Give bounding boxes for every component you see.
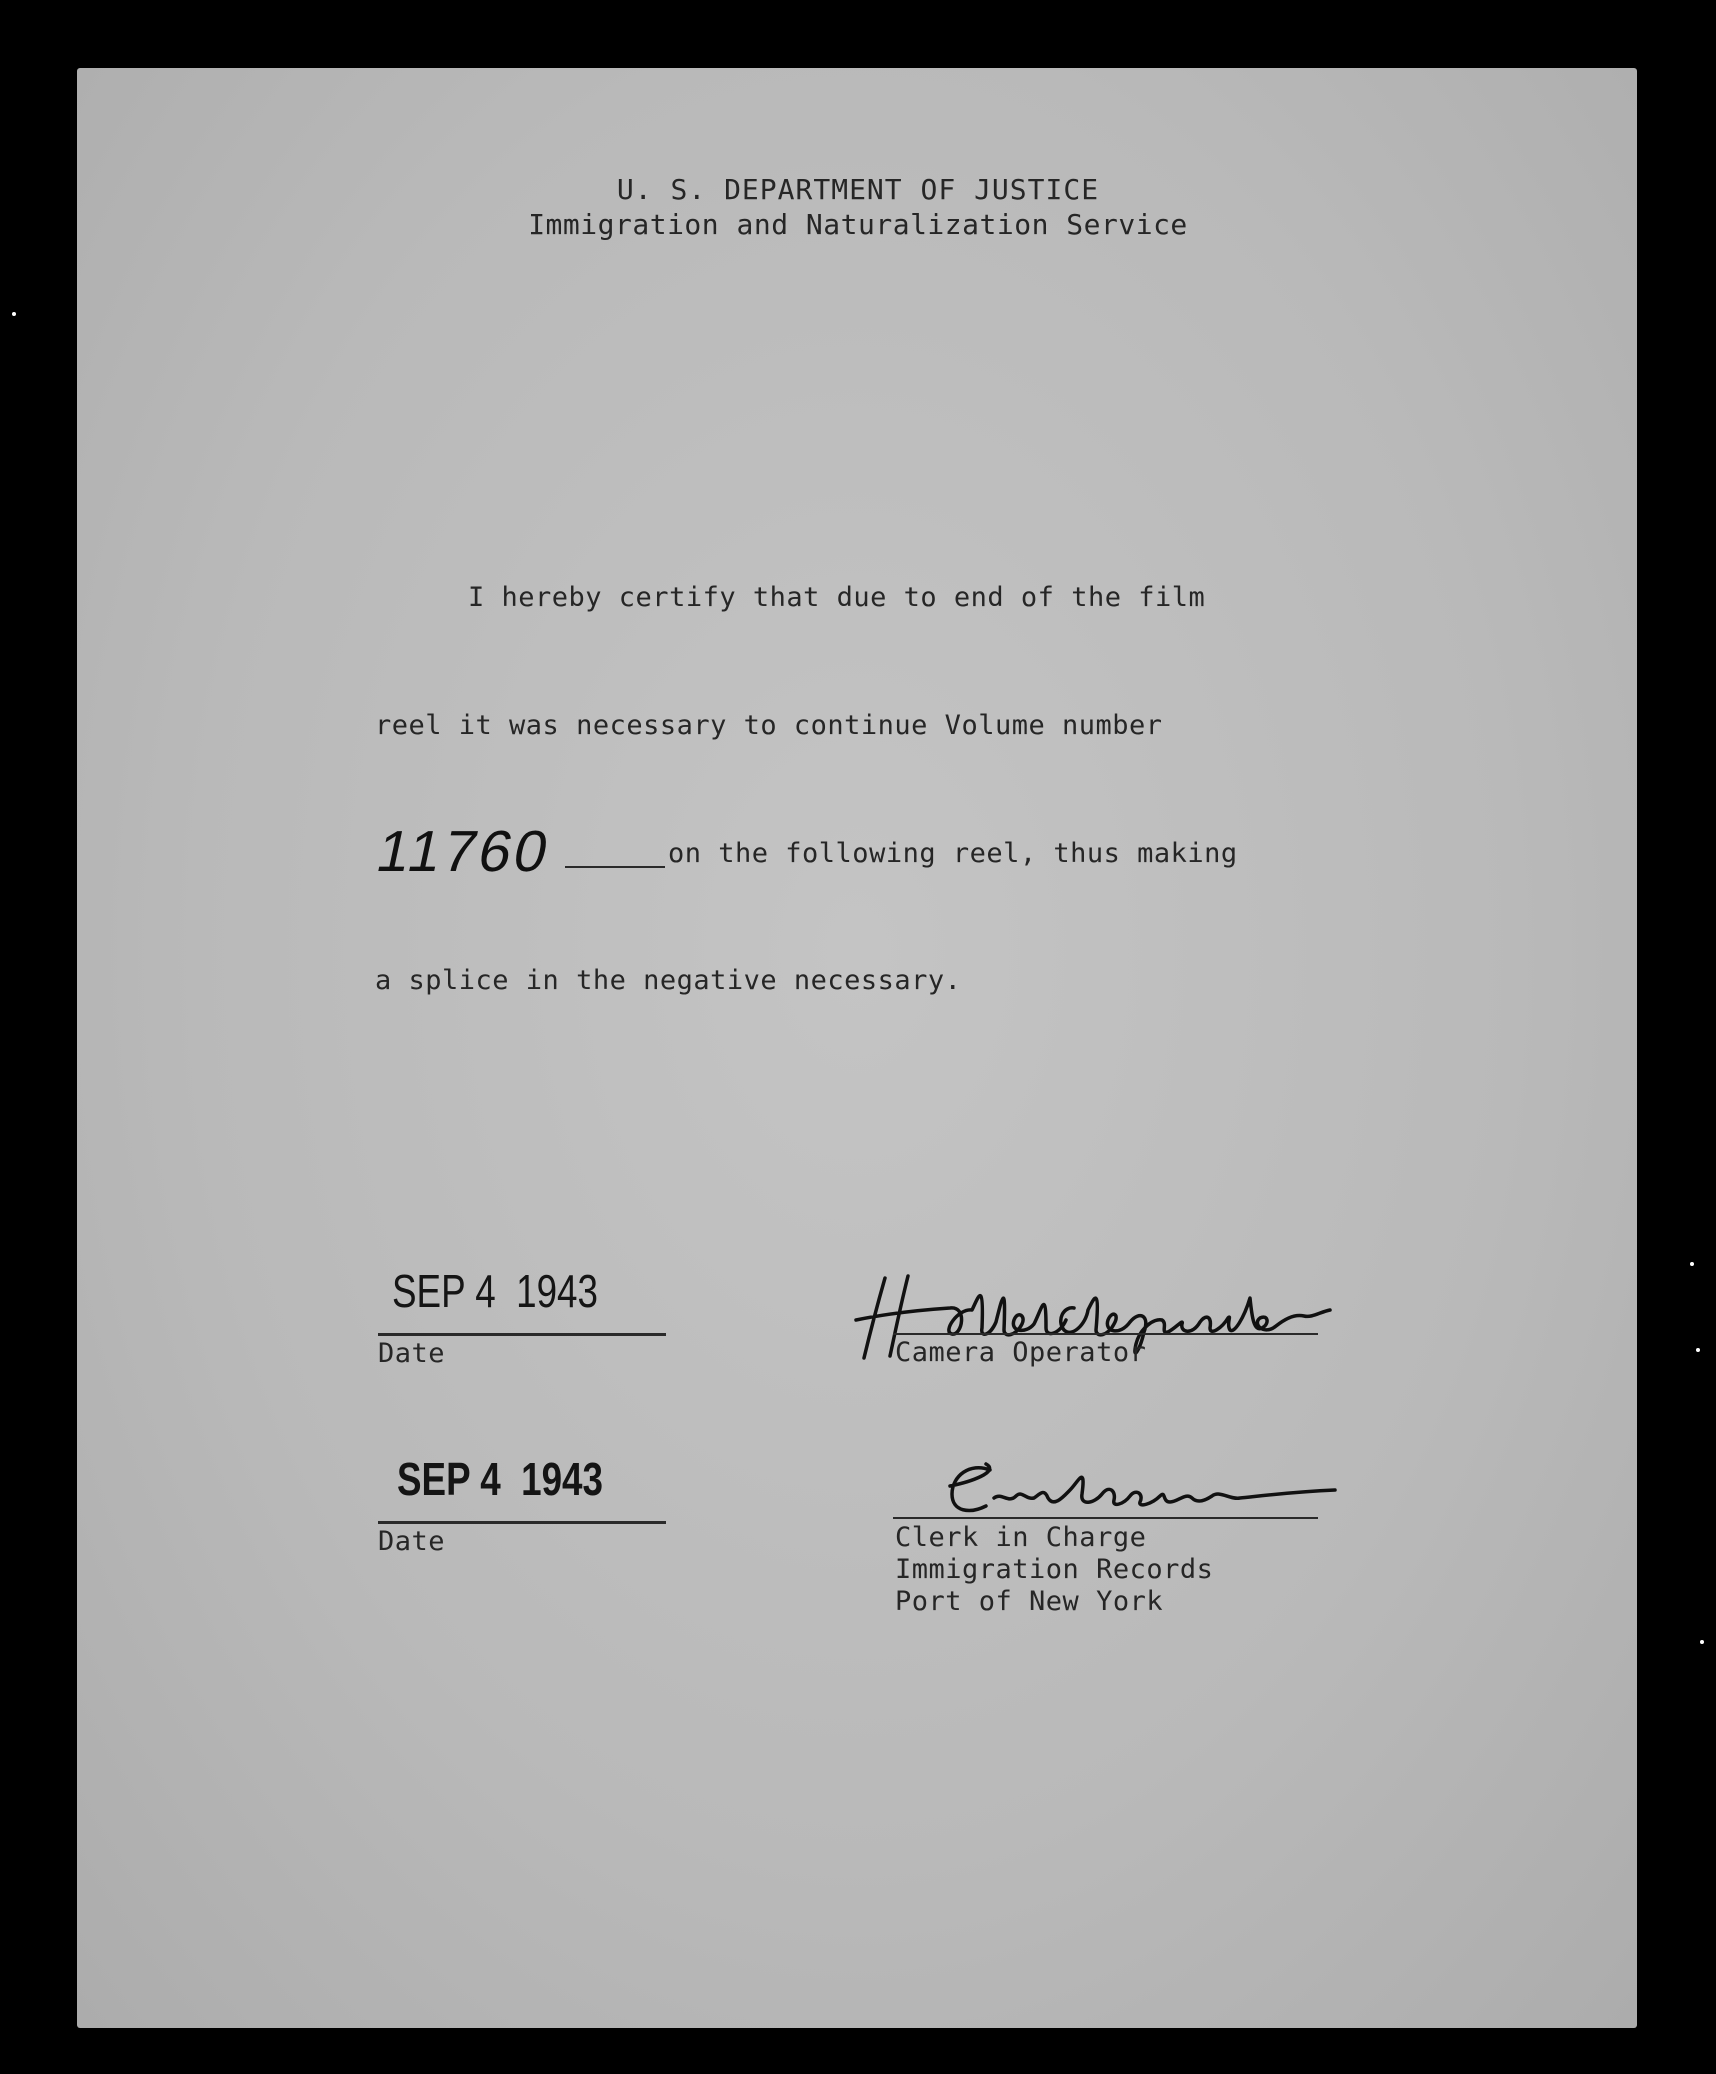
- scan-speck: [1696, 1348, 1700, 1352]
- certification-line-4: a splice in the negative necessary.: [375, 965, 962, 996]
- date-stamp-1: SEP 4 1943: [392, 1265, 598, 1317]
- clerk-signature: [930, 1452, 1410, 1532]
- date-stamp-2: SEP 4 1943: [397, 1453, 603, 1505]
- scan-speck: [1690, 1262, 1694, 1266]
- clerk-role-line-1: Clerk in Charge: [895, 1522, 1147, 1553]
- scan-speck: [1700, 1640, 1704, 1644]
- certification-line-3: on the following reel, thus making: [668, 838, 1238, 869]
- signature-line-2: [893, 1517, 1318, 1519]
- date-label-2: Date: [378, 1526, 446, 1557]
- date-line-2: [378, 1521, 666, 1524]
- date-label-1: Date: [378, 1338, 446, 1369]
- volume-number-handwritten: 11760: [371, 819, 557, 884]
- certification-line-1: I hereby certify that due to end of the film: [468, 582, 1206, 613]
- date-line-1: [378, 1333, 666, 1336]
- scan-speck: [12, 312, 16, 316]
- signature-line-1: [893, 1333, 1318, 1335]
- clerk-role-line-3: Port of New York: [895, 1586, 1164, 1617]
- camera-operator-label: Camera Operator: [895, 1337, 1147, 1368]
- document-sheet: [77, 68, 1637, 2028]
- certification-line-2: reel it was necessary to continue Volume number: [375, 710, 1163, 741]
- department-heading: U. S. DEPARTMENT OF JUSTICE: [616, 173, 1100, 206]
- volume-number-blank-line: [565, 866, 665, 868]
- clerk-role-line-2: Immigration Records: [895, 1554, 1214, 1585]
- service-subheading: Immigration and Naturalization Service: [528, 208, 1188, 241]
